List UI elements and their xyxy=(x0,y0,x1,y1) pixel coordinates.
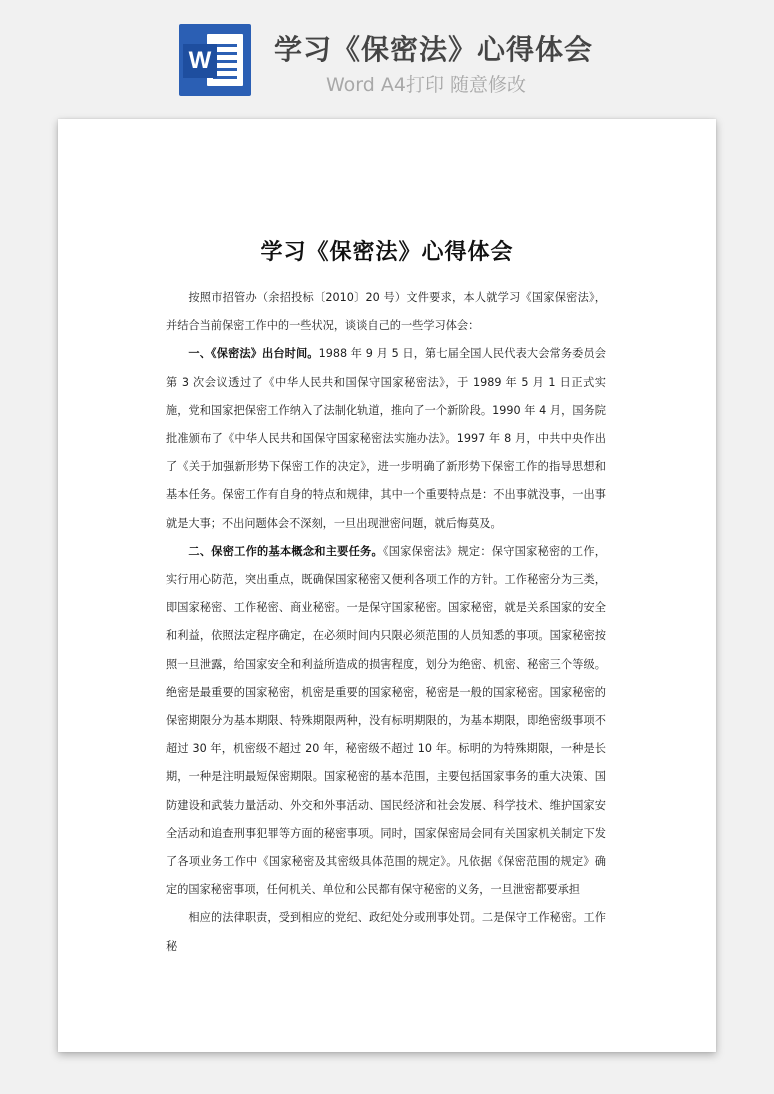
page-header xyxy=(0,0,774,110)
paragraph xyxy=(166,904,606,960)
header-subtitle: Word A4打印 随意修改 xyxy=(326,74,527,96)
word-badge: W xyxy=(183,44,217,78)
document-title: 学习《保密法》心得体会 xyxy=(260,240,514,265)
paragraph-text: 《国家保密法》规定：保守国家秘密的工作，实行用心防范，突出重点，既确保国家秘密又便利各项工作的方针。工作秘密分为三类，即国家秘密、工作秘密、商业秘密。一是保守国家秘密。国家秘密，就是关系国家的安全和利益，依照法定程序确定，在必须时间内只限必须范围的人员知悉的事项。国家秘密按照一旦泄露，给国家安全和利益所造成的损害程度，划分为绝密、机密、秘密三个等级。绝密是最重要的国家秘密，机密是重要的国家秘密，秘密是一般的国家秘密。国家秘密的保密期限分为基本期限、特殊期限两种，没有标明期限的，为基本期限，即绝密级事项不超过 30 年，机密级不超过 20 年，秘密级不超过 10 年。标明的为特殊期限，一种是长期，一种是注明最短保密期限。国家秘密的基本范围，主要包括国家事务的重大决策、国防建设和武装力量活动、外交和外事活动、国民经济和社会发展、科学技术、维护国家安全活动和追查刑事犯罪等方面的秘密事项。同时，国家保密局会同有关国家机关制定下发了各项业务工作中《国家秘密及其密级具体范围的规定》。凡依据《保密范围的规定》确定的国家秘密事项，任何机关、单位和公民都有保守秘密的义务，一旦泄密都要承担 xyxy=(166,544,606,897)
header-title: 学习《保密法》心得体会 xyxy=(274,33,594,66)
word-document-icon xyxy=(179,24,251,96)
paragraph xyxy=(166,284,606,340)
paragraph-text: 1988 年 9 月 5 日，第七届全国人民代表大会常务委员会第 3 次会议透过了《中华人民共和国保守国家秘密法》，于 1989 年 5 月 1 日正式实施，党和国家把保密工作纳入了法制化轨道，推向了一个新阶段。1990 年 4 月，国务院批准颁布了《中华人民共和国保守国家秘密法实施办法》。1997 年 8 月，中共中央作出了《关于加强新形势下保密工作的决定》，进一步明确了新形势下保密工作的指导思想和基本任务。保密工作有自身的特点和规律，其中一个重要特点是：不出事就没事，一出事就是大事；不出问题体会不深刻，一旦出现泄密问题，就后悔莫及。 xyxy=(166,347,606,530)
paragraph-heading: 二、保密工作的基本概念和主要任务。 xyxy=(188,544,383,558)
paragraph xyxy=(166,340,606,537)
paragraph xyxy=(166,538,606,905)
document-body xyxy=(166,284,606,961)
paragraph-text: 按照市招管办（余招投标〔2010〕20 号）文件要求，本人就学习《国家保密法》，并结合当前保密工作中的一些状况，谈谈自己的一些学习体会： xyxy=(166,291,606,333)
paragraph-heading: 一、《保密法》出台时间。 xyxy=(188,347,319,361)
paragraph-text: 相应的法律职责，受到相应的党纪、政纪处分或刑事处罚。二是保守工作秘密。工作秘 xyxy=(166,911,606,953)
document-page xyxy=(58,119,716,1052)
